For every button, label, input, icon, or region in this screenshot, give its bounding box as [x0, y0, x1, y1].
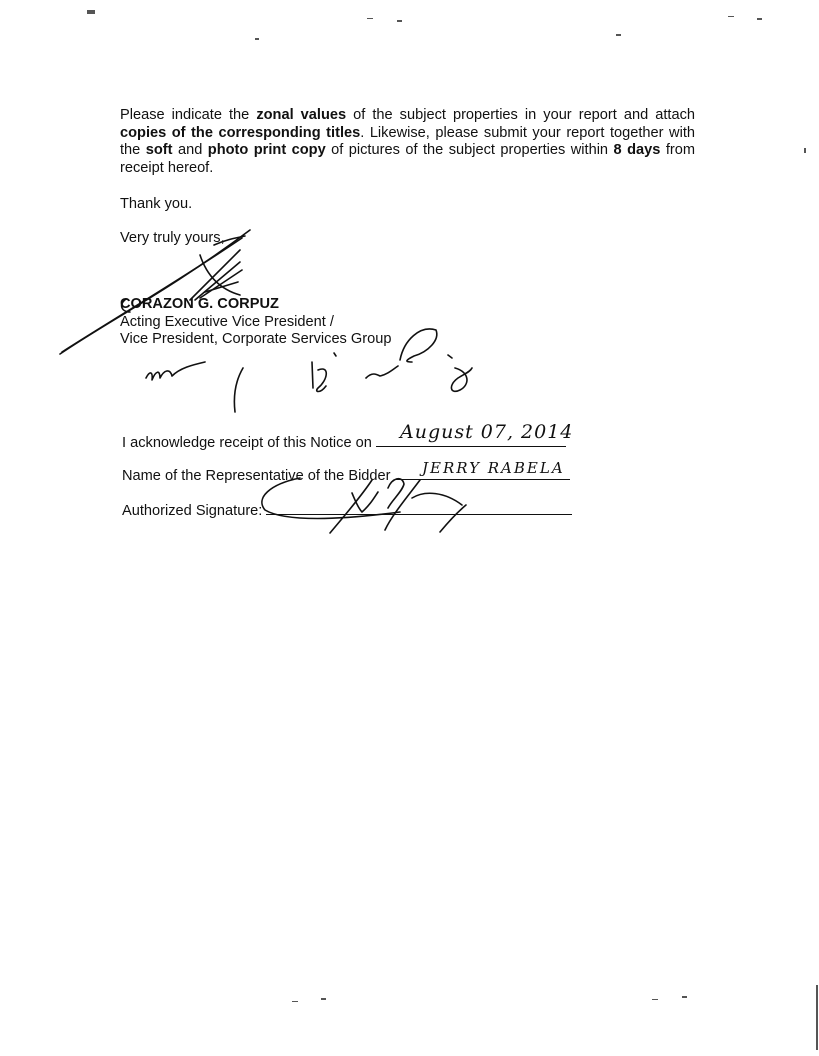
scan-speck [728, 16, 734, 17]
signature-label: Authorized Signature: [122, 503, 263, 519]
instruction-paragraph [120, 107, 695, 177]
scan-edge [816, 985, 818, 1050]
scan-speck [652, 999, 658, 1000]
signature-field[interactable] [266, 498, 572, 515]
bold-copies-titles: copies of the corresponding titles [120, 124, 361, 141]
paragraph-text: from receipt hereof. [120, 142, 696, 176]
bold-zonal-values: zonal values [256, 107, 347, 123]
signature-line [122, 498, 572, 519]
scan-speck [804, 148, 806, 153]
scan-speck [292, 1001, 298, 1002]
representative-label: Name of the Representative of the Bidder [122, 468, 391, 484]
thank-you: Thank you. [120, 196, 193, 212]
bold-eight-days: 8 days [613, 142, 661, 158]
paragraph-text: of the subject properties in your report and attach [346, 107, 696, 123]
receipt-label: I acknowledge receipt of this Notice on [122, 435, 372, 451]
scan-speck [255, 38, 259, 40]
bold-photo-print-copy: photo print copy [207, 142, 326, 158]
signatory-title-1: Acting Executive Vice President / [120, 314, 334, 330]
scan-speck [757, 18, 762, 20]
signatory-title-2: Vice President, Corporate Services Group [120, 331, 392, 347]
paragraph-text: and [172, 142, 208, 158]
receipt-date-handwritten: August 07, 2014 [400, 421, 574, 443]
scan-speck [616, 34, 621, 36]
scan-speck [682, 996, 687, 998]
representative-name-handwritten: JERRY RABELA [422, 459, 565, 477]
signatory-name: CORAZON G. CORPUZ [120, 296, 279, 312]
paragraph-text: . Likewise, please submit your report together with the [120, 124, 695, 158]
paragraph-text: Please indicate the [120, 107, 257, 123]
paragraph-text: of pictures of the subject properties within [325, 142, 614, 158]
scan-speck [87, 10, 95, 14]
bold-soft: soft [145, 142, 173, 158]
scan-speck [367, 18, 373, 19]
scan-speck [321, 998, 326, 1000]
closing: Very truly yours, [120, 230, 225, 246]
scan-speck [397, 20, 402, 22]
